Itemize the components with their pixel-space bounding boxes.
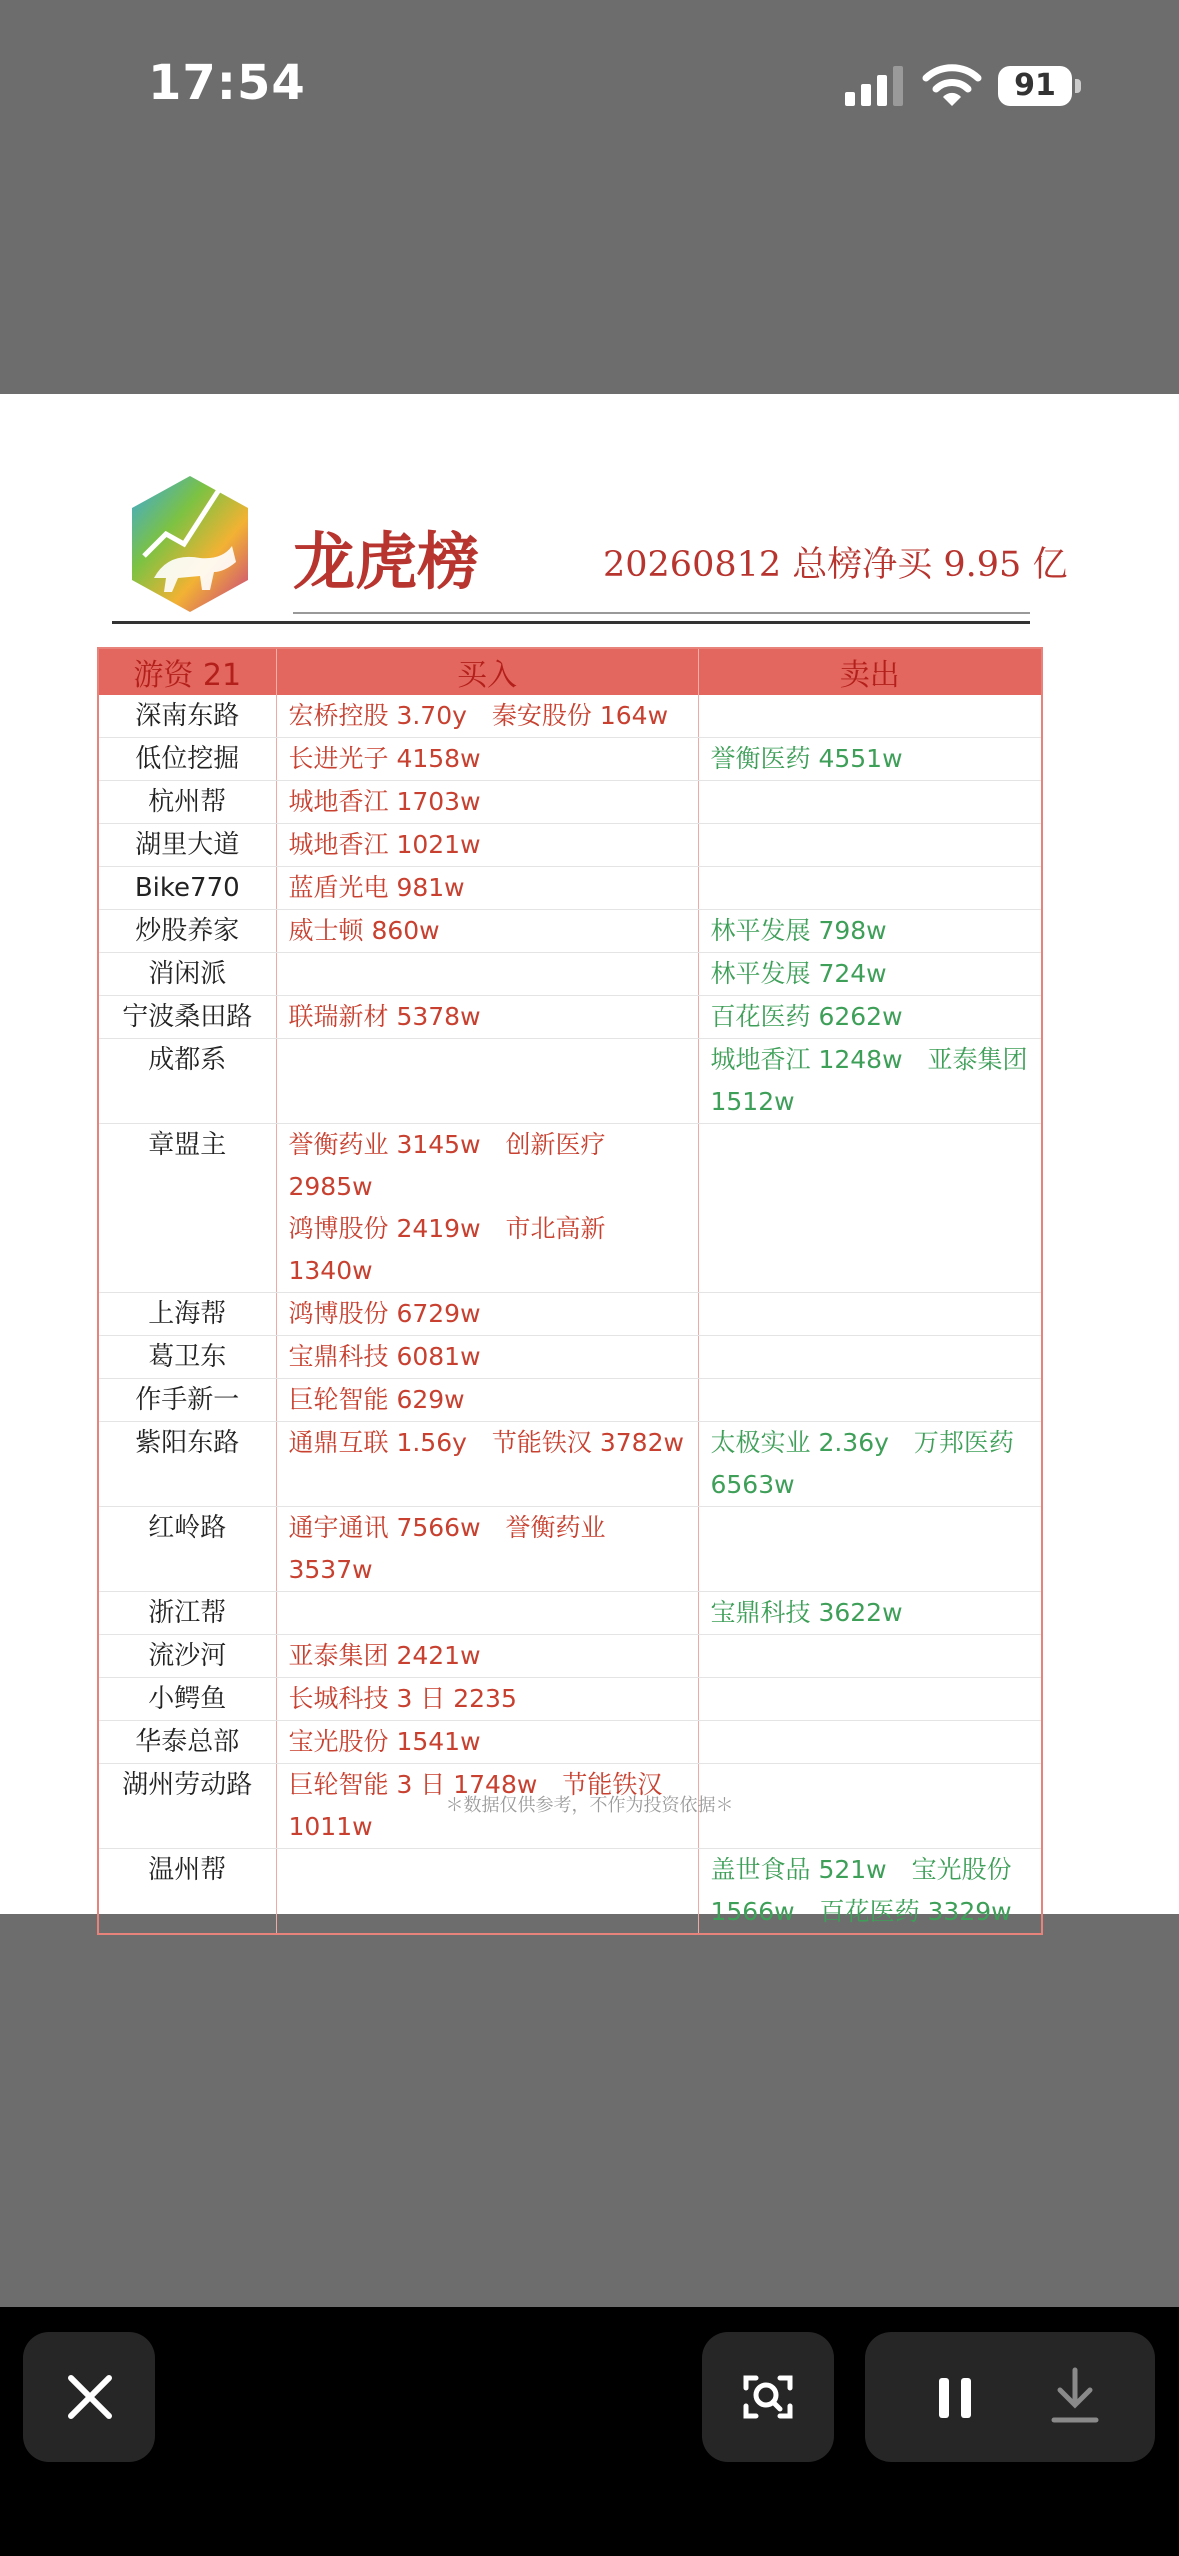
buy-entry: 长城科技 3 日 2235 — [288, 1684, 517, 1713]
column-header-sell: 卖出 — [698, 648, 1042, 695]
header-divider — [112, 621, 1030, 624]
sell-cell — [698, 695, 1042, 738]
sell-cell — [698, 1507, 1042, 1592]
close-icon — [23, 2332, 155, 2462]
page-title: 龙虎榜 — [293, 525, 480, 598]
buy-entry: 鸿博股份 2419w 市北高新 1340w — [288, 1214, 606, 1285]
sell-cell — [698, 738, 1042, 781]
table-row — [98, 824, 1042, 867]
status-time: 17:54 — [148, 55, 306, 111]
sell-entry: 城地香江 1248w 亚泰集团 — [710, 1045, 1028, 1074]
sell-entry: 1566w 百花医药 3329w — [710, 1897, 1012, 1926]
table-row — [98, 1507, 1042, 1592]
trader-name: 上海帮 — [98, 1293, 276, 1336]
trader-name: 温州帮 — [98, 1849, 276, 1935]
buy-entry: 巨轮智能 3 日 1748w 节能铁汉 — [288, 1770, 663, 1799]
table-row — [98, 1293, 1042, 1336]
table-row — [98, 1336, 1042, 1379]
buy-entry: 通鼎互联 1.56y 节能铁汉 3782w — [288, 1428, 684, 1457]
trader-name: 成都系 — [98, 1039, 276, 1124]
sell-cell — [698, 1678, 1042, 1721]
sell-entry: 盖世食品 521w 宝光股份 — [710, 1855, 1012, 1884]
trader-name: 作手新一 — [98, 1379, 276, 1422]
buy-entry: 宏桥控股 3.70y 秦安股份 164w — [288, 701, 669, 730]
column-header-trader: 游资 21 — [98, 648, 276, 695]
trader-name: 浙江帮 — [98, 1592, 276, 1635]
download-icon[interactable] — [1040, 2364, 1110, 2430]
trader-name: 宁波桑田路 — [98, 996, 276, 1039]
sell-entry: 6563w — [710, 1470, 795, 1499]
playback-controls — [865, 2332, 1155, 2462]
buy-cell — [276, 1124, 698, 1293]
table-row — [98, 1849, 1042, 1935]
cellular-signal-icon — [845, 66, 905, 106]
table-header-row — [98, 648, 1042, 695]
trader-name: 红岭路 — [98, 1507, 276, 1592]
buy-entry: 蓝盾光电 981w — [288, 873, 465, 902]
trader-name: 杭州帮 — [98, 781, 276, 824]
buy-cell — [276, 996, 698, 1039]
bull-hexagon-logo — [128, 460, 252, 616]
buy-cell — [276, 1592, 698, 1635]
sell-cell — [698, 1039, 1042, 1124]
title-underline — [293, 612, 1030, 614]
buy-cell — [276, 1336, 698, 1379]
buy-cell — [276, 867, 698, 910]
buy-entry: 长进光子 4158w — [288, 744, 481, 773]
table-row — [98, 1124, 1042, 1293]
table-row — [98, 1592, 1042, 1635]
buy-cell — [276, 1635, 698, 1678]
status-bar — [0, 0, 1179, 170]
sell-cell — [698, 1635, 1042, 1678]
buy-entry: 誉衡药业 3145w 创新医疗 2985w — [288, 1130, 606, 1201]
table-row — [98, 738, 1042, 781]
sell-cell — [698, 1849, 1042, 1935]
sell-cell — [698, 824, 1042, 867]
table-row — [98, 953, 1042, 996]
trader-name: Bike770 — [98, 867, 276, 910]
pause-icon[interactable] — [925, 2368, 985, 2428]
buy-cell — [276, 1039, 698, 1124]
buy-entry: 亚泰集团 2421w — [288, 1641, 481, 1670]
buy-cell — [276, 1379, 698, 1422]
disclaimer: ＊数据仅供参考，不作为投资依据＊ — [445, 1795, 734, 1816]
visual-search-icon — [702, 2332, 834, 2462]
wifi-icon — [922, 62, 982, 108]
buy-entry: 城地香江 1703w — [288, 787, 481, 816]
sell-cell — [698, 1293, 1042, 1336]
sell-cell — [698, 1422, 1042, 1507]
buy-cell — [276, 910, 698, 953]
table-row — [98, 867, 1042, 910]
trader-name: 湖里大道 — [98, 824, 276, 867]
table-row — [98, 1422, 1042, 1507]
buy-entry: 联瑞新材 5378w — [288, 1002, 481, 1031]
sell-entry: 1512w — [710, 1087, 795, 1116]
buy-entry: 通宇通讯 7566w 誉衡药业 3537w — [288, 1513, 606, 1584]
sell-cell — [698, 910, 1042, 953]
trader-name: 紫阳东路 — [98, 1422, 276, 1507]
trader-name: 深南东路 — [98, 695, 276, 738]
buy-entry: 宝光股份 1541w — [288, 1727, 481, 1756]
table-row — [98, 1721, 1042, 1764]
buy-cell — [276, 1293, 698, 1336]
sell-entry: 誉衡医药 4551w — [710, 744, 903, 773]
close-button[interactable] — [23, 2332, 155, 2462]
trader-name: 葛卫东 — [98, 1336, 276, 1379]
table-row — [98, 781, 1042, 824]
buy-entry: 宝鼎科技 6081w — [288, 1342, 481, 1371]
sell-entry: 林平发展 798w — [710, 916, 887, 945]
table-row — [98, 1379, 1042, 1422]
sell-entry: 太极实业 2.36y 万邦医药 — [710, 1428, 1014, 1457]
sell-cell — [698, 1124, 1042, 1293]
visual-search-button[interactable] — [702, 2332, 834, 2462]
longhu-table — [97, 647, 1043, 1935]
buy-cell — [276, 738, 698, 781]
sell-entry: 宝鼎科技 3622w — [710, 1598, 903, 1627]
sell-entry: 林平发展 724w — [710, 959, 887, 988]
table-row — [98, 910, 1042, 953]
trader-name: 低位挖掘 — [98, 738, 276, 781]
table-row — [98, 1039, 1042, 1124]
battery-tip — [1075, 79, 1081, 93]
column-header-buy: 买入 — [276, 648, 698, 695]
table-row — [98, 1635, 1042, 1678]
trader-name: 流沙河 — [98, 1635, 276, 1678]
buy-cell — [276, 695, 698, 738]
buy-cell — [276, 1507, 698, 1592]
table-row — [98, 1678, 1042, 1721]
buy-entry: 巨轮智能 629w — [288, 1385, 465, 1414]
sell-cell — [698, 996, 1042, 1039]
sell-cell — [698, 1721, 1042, 1764]
buy-entry: 城地香江 1021w — [288, 830, 481, 859]
sell-entry: 百花医药 6262w — [710, 1002, 903, 1031]
buy-cell — [276, 1678, 698, 1721]
table-row — [98, 996, 1042, 1039]
buy-entry: 鸿博股份 6729w — [288, 1299, 481, 1328]
buy-cell — [276, 781, 698, 824]
trader-name: 消闲派 — [98, 953, 276, 996]
battery-indicator: 91 — [998, 66, 1072, 106]
sell-cell — [698, 1379, 1042, 1422]
sell-cell — [698, 1592, 1042, 1635]
trader-name: 章盟主 — [98, 1124, 276, 1293]
sell-cell — [698, 953, 1042, 996]
trader-name: 炒股养家 — [98, 910, 276, 953]
trader-name: 小鳄鱼 — [98, 1678, 276, 1721]
buy-cell — [276, 1422, 698, 1507]
sell-cell — [698, 781, 1042, 824]
buy-entry: 1011w — [288, 1812, 373, 1841]
trader-name: 华泰总部 — [98, 1721, 276, 1764]
sell-cell — [698, 1336, 1042, 1379]
buy-cell — [276, 953, 698, 996]
buy-cell — [276, 1849, 698, 1935]
sell-cell — [698, 867, 1042, 910]
trader-name: 湖州劳动路 — [98, 1764, 276, 1849]
table-row — [98, 695, 1042, 738]
page-subtitle: 20260812 总榜净买 9.95 亿 — [603, 545, 1068, 585]
buy-cell — [276, 1721, 698, 1764]
buy-cell — [276, 824, 698, 867]
buy-entry: 威士顿 860w — [288, 916, 440, 945]
